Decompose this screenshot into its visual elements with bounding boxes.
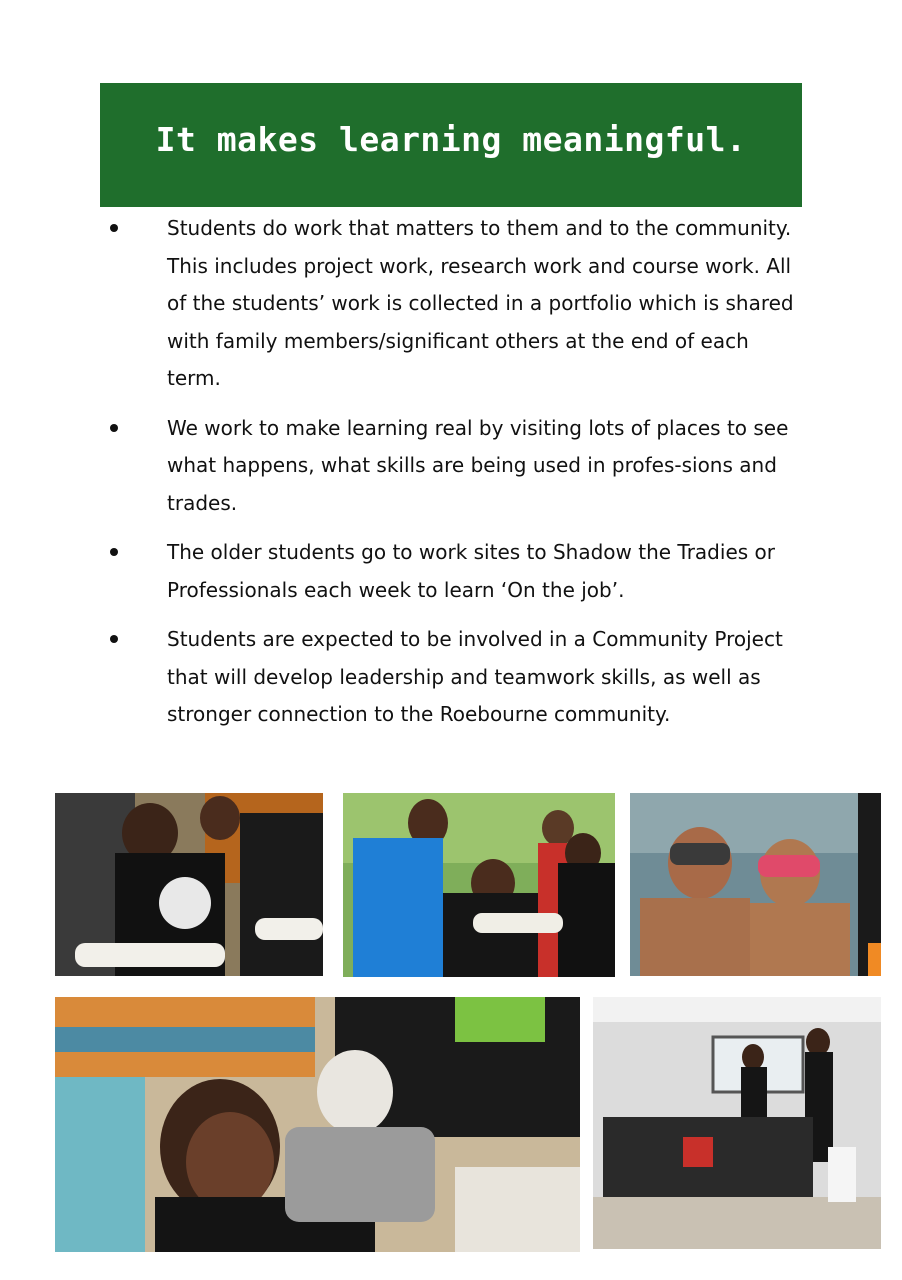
bullet-text: The older students go to work sites to Shadow the Tradies or Professionals each week to learn ‘On the job’. [167,540,775,602]
list-item [100,410,800,523]
bullet-icon [110,424,118,432]
list-item [100,621,800,734]
photo-salon-training [593,997,881,1249]
photo-snorkelling [630,793,881,976]
list-item [100,534,800,609]
bullet-icon [110,548,118,556]
bullet-text: We work to make learning real by visiting lots of places to see what happens, what skills are being used in profes-sions and trades. [167,415,789,515]
photo-face-mask [55,997,580,1252]
bullet-icon [110,224,118,232]
heading-banner [100,83,802,207]
bullet-icon [110,635,118,643]
list-item [100,210,800,398]
page-title: It makes learning meaningful. [155,119,747,159]
bullet-list [100,210,800,746]
photo-group-outdoors [343,793,615,977]
bullet-text: Students do work that matters to them and to the community. This includes project work, research work and course work. All of the students’ work is collected in a portfolio which is shared with family members/significant others at the end of each term. [167,216,794,390]
photo-students-scrolls [55,793,323,976]
bullet-text: Students are expected to be involved in a Community Project that will develop leadership and teamwork skills, as well as stronger connection to the Roebourne community. [167,627,783,726]
